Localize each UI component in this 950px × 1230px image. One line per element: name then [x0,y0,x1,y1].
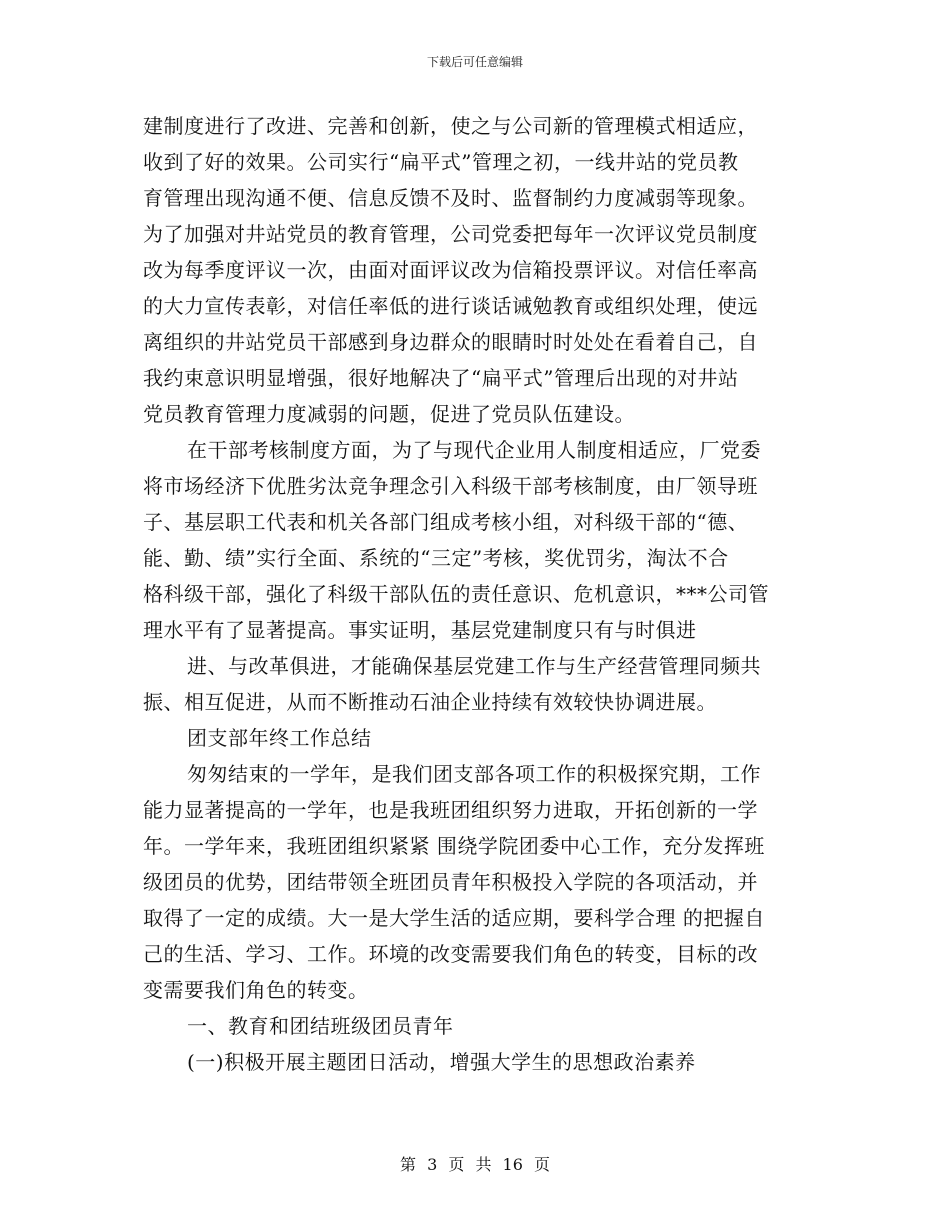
text-line: 理水平有了显著提高。事实证明，基层党建制度只有与时俱进 [143,618,697,642]
text-line: 将市场经济下优胜劣汰竞争理念引入科级干部考核制度，由厂领导班 [143,474,758,498]
page-header: 下载后可任意编辑 [426,55,523,69]
text-line: 育管理出现沟通不便、信息反馈不及时、监督制约力度减弱等现象。 [143,186,758,210]
document-body [143,108,807,1080]
text-line: 能、勤、绩”实行全面、系统的“三定”考核，奖优罚劣，淘汰不合 [143,546,729,570]
text-line: 离组织的井站党员干部感到身边群众的眼睛时时处处在看着自己，自 [143,330,758,354]
text-line: 级团员的优势，团结带领全班团员青年积极投入学院的各项活动，并 [143,870,758,894]
text-line: 子、基层职工代表和机关各部门组成考核小组，对科级干部的“德、 [143,510,749,534]
text-line: 格科级干部，强化了科级干部队伍的责任意识、危机意识，***公司管 [143,582,769,606]
text-line: (一)积极开展主题团日活动，增强大学生的思想政治素养 [187,1050,696,1074]
text-line: 振、相互促进，从而不断推动石油企业持续有效较快协调进展。 [143,690,717,714]
text-line: 己的生活、学习、工作。环境的改变需要我们角色的转变，目标的改 [143,942,758,966]
text-line: 取得了一定的成绩。大一是大学生活的适应期，要科学合理 的把握自 [143,906,765,930]
text-line: 在干部考核制度方面，为了与现代企业用人制度相适应，厂党委 [187,438,761,462]
text-line: 改为每季度评议一次，由面对面评议改为信箱投票评议。对信任率高 [143,258,758,282]
text-line: 建制度进行了改进、完善和创新，使之与公司新的管理模式相适应， [143,114,758,138]
text-line: 党员教育管理力度减弱的问题，促进了党员队伍建设。 [143,402,635,426]
page-footer: 第 3 页 共 16 页 [400,1155,550,1174]
text-line: 收到了好的效果。公司实行“扁平式”管理之初，一线井站的党员教 [143,150,739,174]
text-line: 能力显著提高的一学年，也是我班团组织努力进取，开拓创新的一学 [143,798,758,822]
text-line: 的大力宣传表彰，对信任率低的进行谈话诫勉教育或组织处理，使远 [143,294,758,318]
text-line: 团支部年终工作总结 [187,726,372,750]
text-line: 年。一学年来，我班团组织紧紧 围绕学院团委中心工作，充分发挥班 [143,834,765,858]
text-line: 匆匆结束的一学年，是我们团支部各项工作的积极探究期，工作 [187,762,761,786]
text-line: 为了加强对井站党员的教育管理，公司党委把每年一次评议党员制度 [143,222,758,246]
text-line: 进、与改革俱进，才能确保基层党建工作与生产经营管理同频共 [187,654,761,678]
text-line: 一、教育和团结班级团员青年 [187,1014,454,1038]
text-line: 我约束意识明显增强，很好地解决了“扁平式”管理后出现的对井站 [143,366,739,390]
text-line: 变需要我们角色的转变。 [143,978,369,1002]
